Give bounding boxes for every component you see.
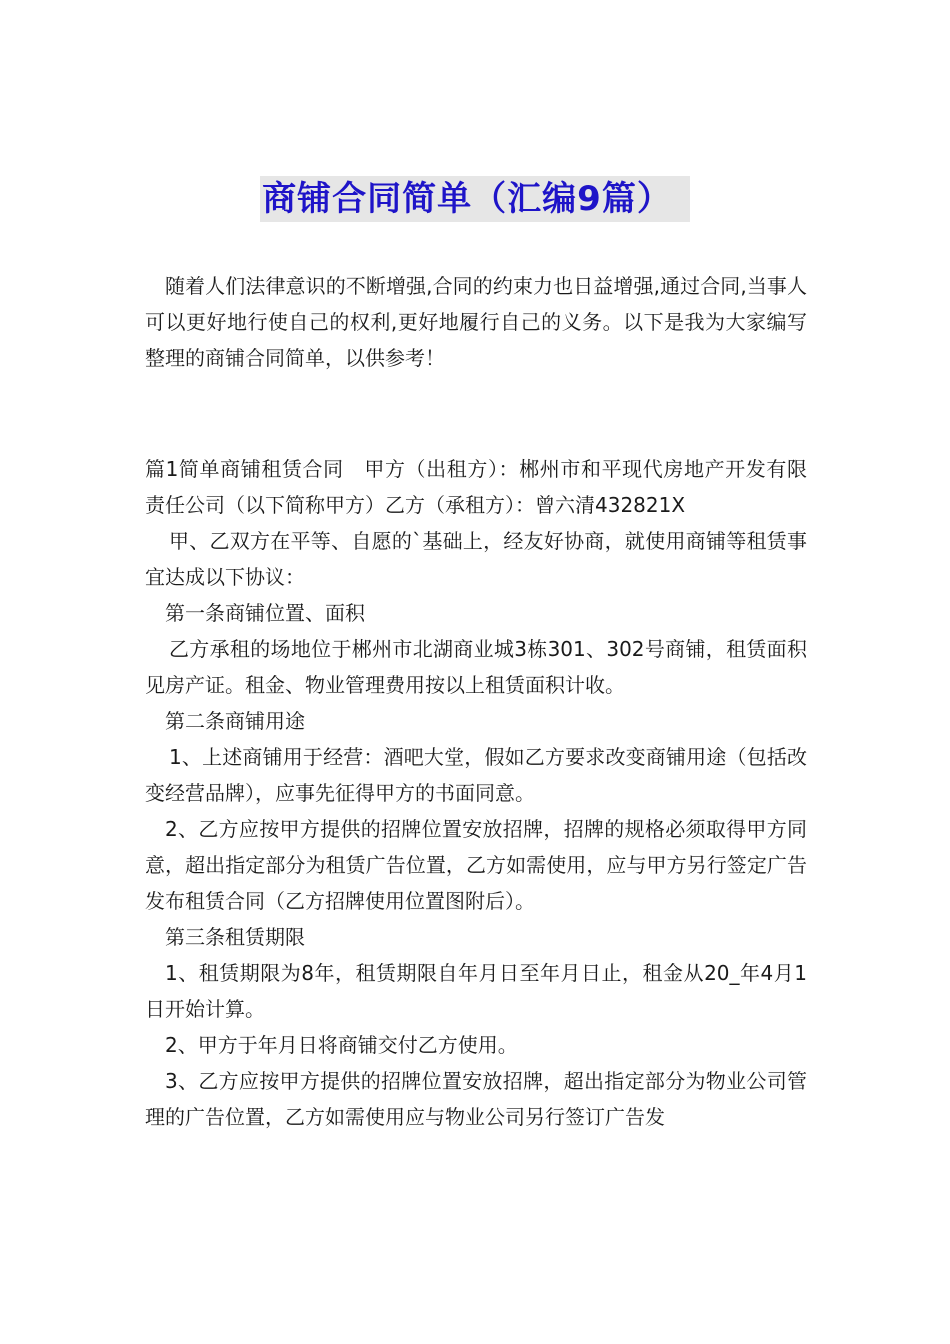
paragraph-article-1: 乙方承租的场地位于郴州市北湖商业城3栋301、302号商铺，租赁面积见房产证。租金、物业管理费用按以上租赁面积计收。	[145, 637, 807, 697]
paragraph-article-2-item-2: 2、乙方应按甲方提供的招牌位置安放招牌，招牌的规格必须取得甲方同意，超出指定部分为租赁广告位置，乙方如需使用，应与甲方另行签定广告发布租赁合同（乙方招牌使用位置图附后）。	[145, 817, 807, 913]
title-wrap	[0, 176, 950, 222]
paragraph-article-3-item-1: 1、租赁期限为8年，租赁期限自年月日至年月日止，租金从20_年4月1日开始计算。	[145, 961, 807, 1021]
heading-article-1: 第一条商铺位置、面积	[165, 601, 365, 625]
paragraph-article-3-item-3: 3、乙方应按甲方提供的招牌位置安放招牌，超出指定部分为物业公司管理的广告位置，乙方如需使用应与物业公司另行签订广告发	[145, 1069, 807, 1129]
paragraph-article-2-item-1: 1、上述商铺用于经营：酒吧大堂，假如乙方要求改变商铺用途（包括改变经营品牌），应事先征得甲方的书面同意。	[145, 745, 807, 805]
intro-paragraph: 随着人们法律意识的不断增强,合同的约束力也日益增强,通过合同,当事人可以更好地行使自己的权利,更好地履行自己的义务。以下是我为大家编写整理的商铺合同简单，以供参考！	[145, 274, 807, 370]
heading-article-2: 第二条商铺用途	[165, 709, 305, 733]
document-title: 商铺合同简单（汇编9篇）	[260, 176, 690, 222]
heading-article-3: 第三条租赁期限	[165, 925, 305, 949]
contract-body	[145, 451, 807, 1135]
paragraph-agreement: 甲、乙双方在平等、自愿的`基础上，经友好协商，就使用商铺等租赁事宜达成以下协议：	[145, 529, 807, 589]
intro-section	[145, 268, 807, 376]
paragraph-article-3-item-2: 2、甲方于年月日将商铺交付乙方使用。	[165, 1033, 518, 1057]
paragraph-parties: 篇1简单商铺租赁合同 甲方（出租方）：郴州市和平现代房地产开发有限责任公司（以下简称甲方）乙方（承租方）：曾六清432821X	[145, 457, 807, 517]
